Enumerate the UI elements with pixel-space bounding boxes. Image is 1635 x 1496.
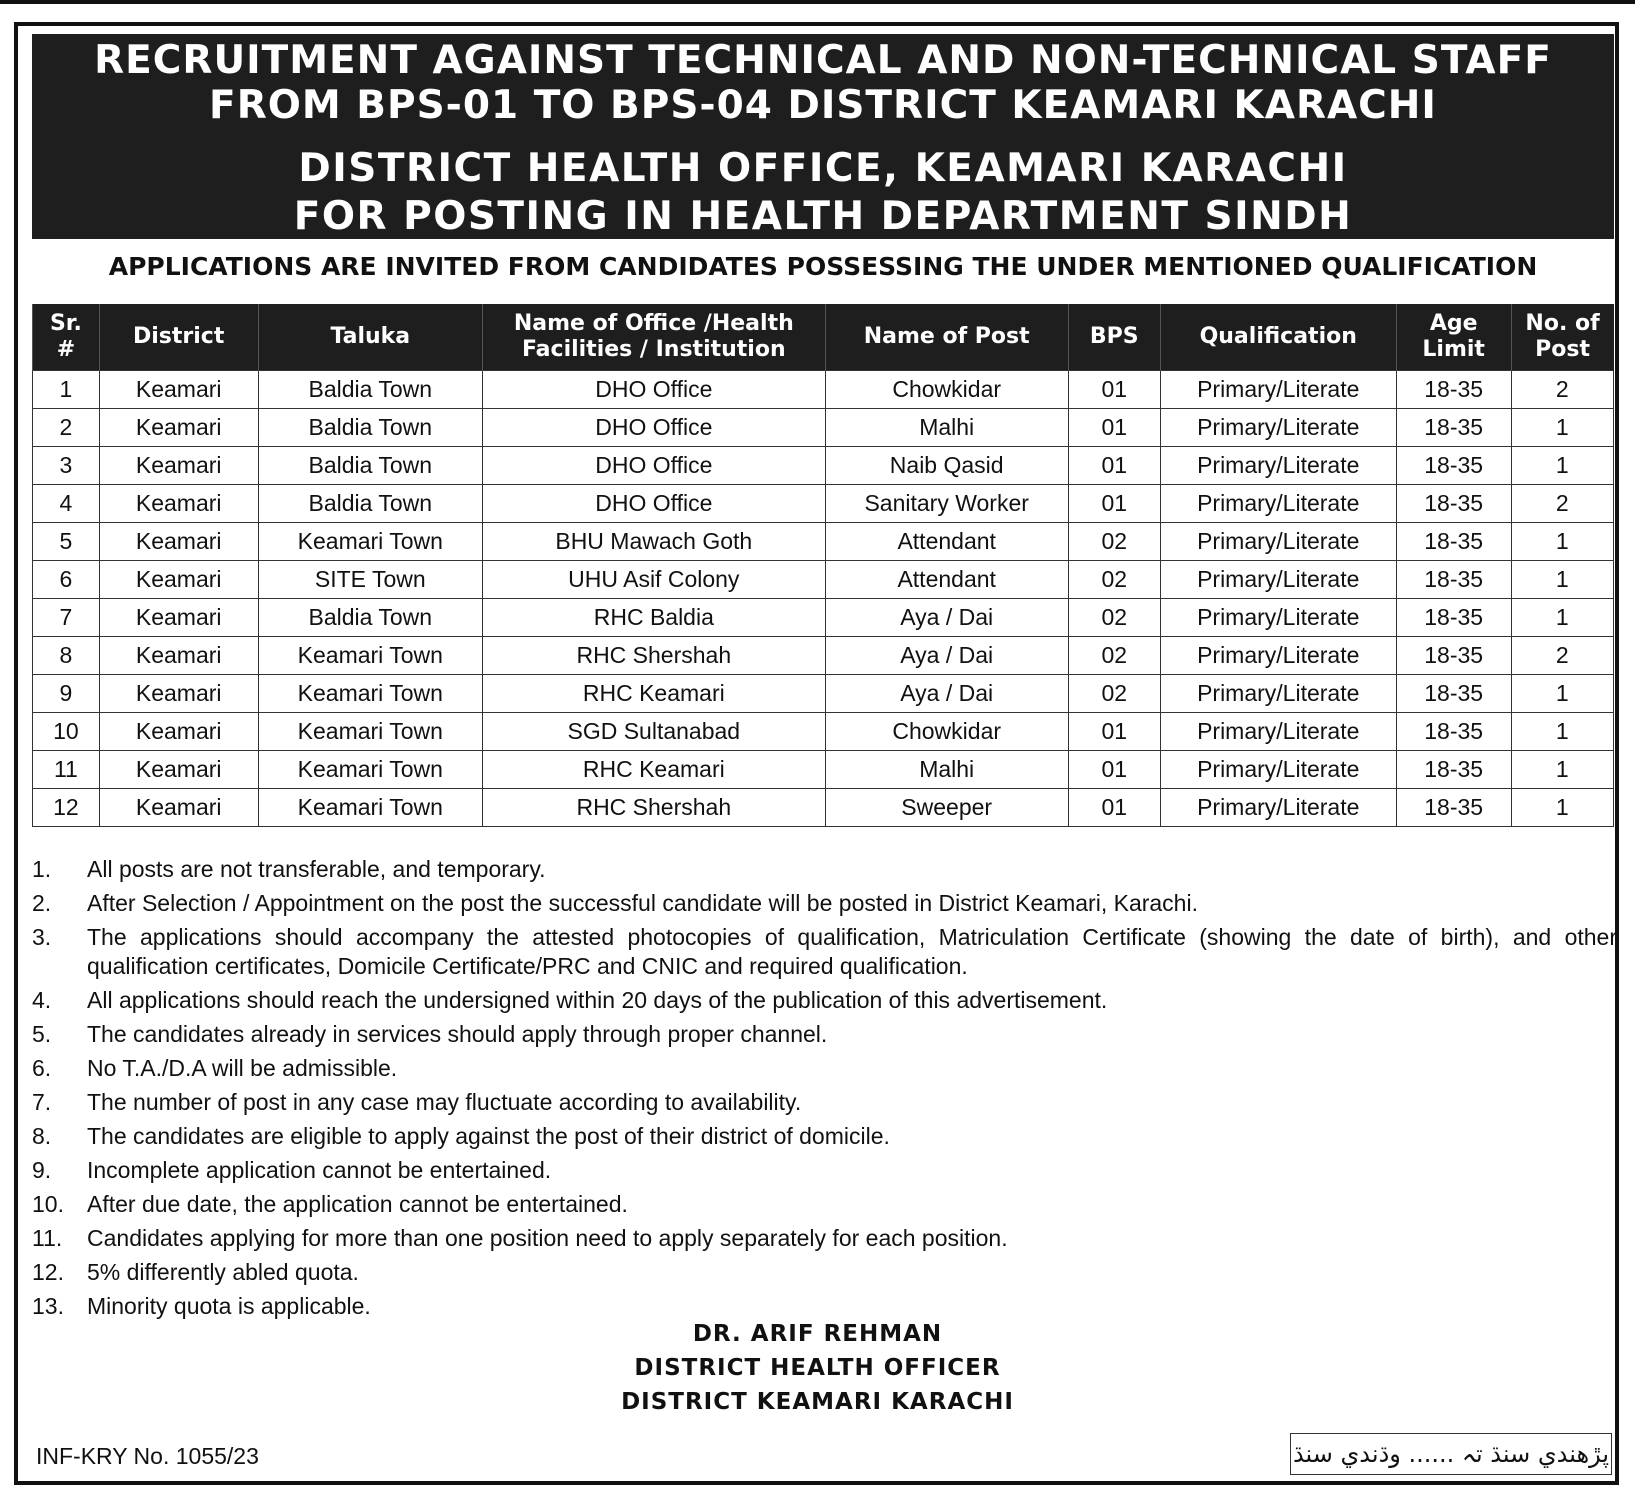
cell-qualification: Primary/Literate bbox=[1160, 447, 1396, 485]
terms-list bbox=[32, 855, 1617, 1326]
note-text: The applications should accompany the attested photocopies of qualification, Matriculation Certificate (showing the date of birth), and other qualification certificates, Domicile Certificate/PRC and CNIC and required qualification. bbox=[87, 924, 1617, 979]
header-office: Name of Office /Health Facilities / Institution bbox=[483, 304, 826, 371]
cell-post-count: 1 bbox=[1511, 409, 1613, 447]
cell-sr: 1 bbox=[33, 371, 100, 409]
note-text: Candidates applying for more than one position need to apply separately for each position. bbox=[87, 1225, 1008, 1251]
cell-office: RHC Baldia bbox=[483, 599, 826, 637]
cell-age-limit: 18-35 bbox=[1396, 751, 1511, 789]
table-header-row bbox=[33, 304, 1614, 371]
list-item bbox=[32, 1054, 1617, 1083]
signatory-office: DISTRICT KEAMARI KARACHI bbox=[621, 1389, 1014, 1415]
cell-office: UHU Asif Colony bbox=[483, 561, 826, 599]
cell-post-count: 1 bbox=[1511, 789, 1613, 827]
header-banner bbox=[32, 34, 1614, 239]
cell-age-limit: 18-35 bbox=[1396, 713, 1511, 751]
cell-district: Keamari bbox=[99, 371, 258, 409]
cell-taluka: Baldia Town bbox=[258, 447, 483, 485]
cell-sr: 5 bbox=[33, 523, 100, 561]
note-text: 5% differently abled quota. bbox=[87, 1259, 359, 1285]
header-post-count: No. of Post bbox=[1511, 304, 1613, 371]
table-row bbox=[33, 409, 1614, 447]
banner-line-1: RECRUITMENT AGAINST TECHNICAL AND NON-TECHNICAL STAFF bbox=[94, 38, 1552, 83]
cell-taluka: Keamari Town bbox=[258, 789, 483, 827]
cell-taluka: Baldia Town bbox=[258, 409, 483, 447]
cell-post: Naib Qasid bbox=[825, 447, 1068, 485]
cell-post: Chowkidar bbox=[825, 371, 1068, 409]
table-row bbox=[33, 447, 1614, 485]
cell-office: RHC Shershah bbox=[483, 789, 826, 827]
cell-age-limit: 18-35 bbox=[1396, 485, 1511, 523]
cell-bps: 01 bbox=[1068, 713, 1160, 751]
cell-qualification: Primary/Literate bbox=[1160, 599, 1396, 637]
cell-bps: 01 bbox=[1068, 789, 1160, 827]
header-bps: BPS bbox=[1068, 304, 1160, 371]
cell-age-limit: 18-35 bbox=[1396, 675, 1511, 713]
reference-number: INF-KRY No. 1055/23 bbox=[36, 1443, 259, 1469]
table-row bbox=[33, 485, 1614, 523]
note-number: 2. bbox=[32, 890, 52, 916]
list-item bbox=[32, 986, 1617, 1015]
cell-district: Keamari bbox=[99, 789, 258, 827]
cell-district: Keamari bbox=[99, 523, 258, 561]
invitation-heading: APPLICATIONS ARE INVITED FROM CANDIDATES POSSESSING THE UNDER MENTIONED QUALIFICATION bbox=[108, 252, 1538, 281]
note-text: No T.A./D.A will be admissible. bbox=[87, 1055, 398, 1081]
cell-post: Malhi bbox=[825, 409, 1068, 447]
cell-bps: 01 bbox=[1068, 447, 1160, 485]
cell-sr: 9 bbox=[33, 675, 100, 713]
cell-qualification: Primary/Literate bbox=[1160, 485, 1396, 523]
note-number: 9. bbox=[32, 1157, 52, 1183]
cell-district: Keamari bbox=[99, 675, 258, 713]
cell-post-count: 1 bbox=[1511, 713, 1613, 751]
table-row bbox=[33, 371, 1614, 409]
cell-district: Keamari bbox=[99, 447, 258, 485]
header-sr: Sr. # bbox=[33, 304, 100, 371]
cell-post: Chowkidar bbox=[825, 713, 1068, 751]
list-item bbox=[32, 1020, 1617, 1049]
cell-post: Attendant bbox=[825, 561, 1068, 599]
cell-district: Keamari bbox=[99, 561, 258, 599]
cell-post-count: 1 bbox=[1511, 599, 1613, 637]
note-text: All posts are not transferable, and temporary. bbox=[87, 856, 546, 882]
cell-qualification: Primary/Literate bbox=[1160, 523, 1396, 561]
cell-qualification: Primary/Literate bbox=[1160, 789, 1396, 827]
list-item bbox=[32, 1088, 1617, 1117]
cell-sr: 7 bbox=[33, 599, 100, 637]
cell-taluka: Keamari Town bbox=[258, 637, 483, 675]
cell-qualification: Primary/Literate bbox=[1160, 561, 1396, 599]
cell-office: DHO Office bbox=[483, 409, 826, 447]
cell-office: BHU Mawach Goth bbox=[483, 523, 826, 561]
note-number: 13. bbox=[32, 1293, 64, 1319]
cell-sr: 8 bbox=[33, 637, 100, 675]
cell-bps: 01 bbox=[1068, 371, 1160, 409]
cell-taluka: Keamari Town bbox=[258, 713, 483, 751]
cell-qualification: Primary/Literate bbox=[1160, 371, 1396, 409]
list-item bbox=[32, 889, 1617, 918]
cell-sr: 11 bbox=[33, 751, 100, 789]
note-text: The candidates already in services should apply through proper channel. bbox=[87, 1021, 828, 1047]
note-text: Incomplete application cannot be entertained. bbox=[87, 1157, 552, 1183]
posts-table bbox=[32, 304, 1614, 827]
cell-bps: 01 bbox=[1068, 751, 1160, 789]
table-row bbox=[33, 599, 1614, 637]
cell-sr: 4 bbox=[33, 485, 100, 523]
table-row bbox=[33, 561, 1614, 599]
header-qualification: Qualification bbox=[1160, 304, 1396, 371]
banner-line-2: FROM BPS-01 TO BPS-04 DISTRICT KEAMARI KARACHI bbox=[209, 83, 1437, 128]
header-age-limit: Age Limit bbox=[1396, 304, 1511, 371]
table-row bbox=[33, 637, 1614, 675]
cell-sr: 12 bbox=[33, 789, 100, 827]
cell-post: Aya / Dai bbox=[825, 599, 1068, 637]
cell-post-count: 1 bbox=[1511, 751, 1613, 789]
cell-taluka: Keamari Town bbox=[258, 751, 483, 789]
note-number: 6. bbox=[32, 1055, 52, 1081]
cell-qualification: Primary/Literate bbox=[1160, 675, 1396, 713]
cell-office: RHC Keamari bbox=[483, 675, 826, 713]
list-item bbox=[32, 1190, 1617, 1219]
signatory-name: DR. ARIF REHMAN bbox=[692, 1321, 943, 1347]
cell-office: RHC Keamari bbox=[483, 751, 826, 789]
cell-sr: 10 bbox=[33, 713, 100, 751]
cell-post-count: 2 bbox=[1511, 637, 1613, 675]
table-row bbox=[33, 675, 1614, 713]
note-number: 12. bbox=[32, 1259, 64, 1285]
cell-age-limit: 18-35 bbox=[1396, 371, 1511, 409]
cell-bps: 01 bbox=[1068, 485, 1160, 523]
note-text: After Selection / Appointment on the post the successful candidate will be posted in District Keamari, Karachi. bbox=[87, 890, 1198, 916]
cell-qualification: Primary/Literate bbox=[1160, 713, 1396, 751]
cell-sr: 3 bbox=[33, 447, 100, 485]
cell-office: DHO Office bbox=[483, 371, 826, 409]
cell-bps: 02 bbox=[1068, 561, 1160, 599]
cell-post-count: 2 bbox=[1511, 485, 1613, 523]
cell-age-limit: 18-35 bbox=[1396, 523, 1511, 561]
cell-taluka: Baldia Town bbox=[258, 371, 483, 409]
cell-bps: 01 bbox=[1068, 409, 1160, 447]
header-taluka: Taluka bbox=[258, 304, 483, 371]
cell-post: Sweeper bbox=[825, 789, 1068, 827]
header-post: Name of Post bbox=[825, 304, 1068, 371]
cell-qualification: Primary/Literate bbox=[1160, 409, 1396, 447]
cell-taluka: Baldia Town bbox=[258, 485, 483, 523]
note-number: 4. bbox=[32, 987, 52, 1013]
top-rule bbox=[0, 0, 1635, 4]
cell-office: DHO Office bbox=[483, 447, 826, 485]
cell-bps: 02 bbox=[1068, 599, 1160, 637]
note-number: 5. bbox=[32, 1021, 52, 1047]
cell-bps: 02 bbox=[1068, 523, 1160, 561]
list-item bbox=[32, 855, 1617, 884]
cell-district: Keamari bbox=[99, 409, 258, 447]
list-item bbox=[32, 1292, 1617, 1321]
note-number: 8. bbox=[32, 1123, 52, 1149]
cell-bps: 02 bbox=[1068, 675, 1160, 713]
note-number: 3. bbox=[32, 924, 52, 950]
cell-office: RHC Shershah bbox=[483, 637, 826, 675]
banner-line-3: DISTRICT HEALTH OFFICE, KEAMARI KARACHI bbox=[298, 146, 1348, 191]
table-row bbox=[33, 523, 1614, 561]
note-text: All applications should reach the undersigned within 20 days of the publication of this advertisement. bbox=[87, 987, 1108, 1013]
note-text: The candidates are eligible to apply against the post of their district of domicile. bbox=[87, 1123, 890, 1149]
list-item bbox=[32, 1122, 1617, 1151]
cell-post: Aya / Dai bbox=[825, 637, 1068, 675]
cell-age-limit: 18-35 bbox=[1396, 561, 1511, 599]
cell-age-limit: 18-35 bbox=[1396, 409, 1511, 447]
cell-office: DHO Office bbox=[483, 485, 826, 523]
cell-post-count: 1 bbox=[1511, 447, 1613, 485]
note-text: After due date, the application cannot be entertained. bbox=[87, 1191, 628, 1217]
cell-age-limit: 18-35 bbox=[1396, 447, 1511, 485]
table-body bbox=[33, 371, 1614, 827]
cell-post: Aya / Dai bbox=[825, 675, 1068, 713]
cell-district: Keamari bbox=[99, 751, 258, 789]
cell-bps: 02 bbox=[1068, 637, 1160, 675]
cell-taluka: Baldia Town bbox=[258, 599, 483, 637]
cell-post-count: 2 bbox=[1511, 371, 1613, 409]
cell-sr: 6 bbox=[33, 561, 100, 599]
cell-post-count: 1 bbox=[1511, 523, 1613, 561]
table-row bbox=[33, 751, 1614, 789]
note-number: 7. bbox=[32, 1089, 52, 1115]
list-item bbox=[32, 923, 1617, 981]
table-row bbox=[33, 789, 1614, 827]
cell-district: Keamari bbox=[99, 485, 258, 523]
list-item bbox=[32, 1258, 1617, 1287]
list-item bbox=[32, 1156, 1617, 1185]
cell-post: Attendant bbox=[825, 523, 1068, 561]
note-number: 1. bbox=[32, 856, 52, 882]
cell-taluka: Keamari Town bbox=[258, 523, 483, 561]
cell-post-count: 1 bbox=[1511, 675, 1613, 713]
cell-district: Keamari bbox=[99, 713, 258, 751]
cell-qualification: Primary/Literate bbox=[1160, 751, 1396, 789]
cell-age-limit: 18-35 bbox=[1396, 637, 1511, 675]
note-text: Minority quota is applicable. bbox=[87, 1293, 371, 1319]
header-district: District bbox=[99, 304, 258, 371]
cell-age-limit: 18-35 bbox=[1396, 599, 1511, 637]
table-row bbox=[33, 713, 1614, 751]
cell-taluka: Keamari Town bbox=[258, 675, 483, 713]
list-item bbox=[32, 1224, 1617, 1253]
cell-taluka: SITE Town bbox=[258, 561, 483, 599]
note-text: The number of post in any case may fluctuate according to availability. bbox=[87, 1089, 802, 1115]
cell-age-limit: 18-35 bbox=[1396, 789, 1511, 827]
signatory-title: DISTRICT HEALTH OFFICER bbox=[634, 1355, 1001, 1381]
cell-district: Keamari bbox=[99, 637, 258, 675]
cell-district: Keamari bbox=[99, 599, 258, 637]
cell-qualification: Primary/Literate bbox=[1160, 637, 1396, 675]
cell-post-count: 1 bbox=[1511, 561, 1613, 599]
note-number: 10. bbox=[32, 1191, 64, 1217]
cell-office: SGD Sultanabad bbox=[483, 713, 826, 751]
cell-post: Malhi bbox=[825, 751, 1068, 789]
cell-post: Sanitary Worker bbox=[825, 485, 1068, 523]
banner-line-4: FOR POSTING IN HEALTH DEPARTMENT SINDH bbox=[293, 194, 1353, 239]
sindhi-slogan-box: پڙهندي سنڌ تہ ...... وڌندي سنڌ bbox=[1290, 1433, 1612, 1475]
note-number: 11. bbox=[32, 1225, 63, 1251]
cell-sr: 2 bbox=[33, 409, 100, 447]
